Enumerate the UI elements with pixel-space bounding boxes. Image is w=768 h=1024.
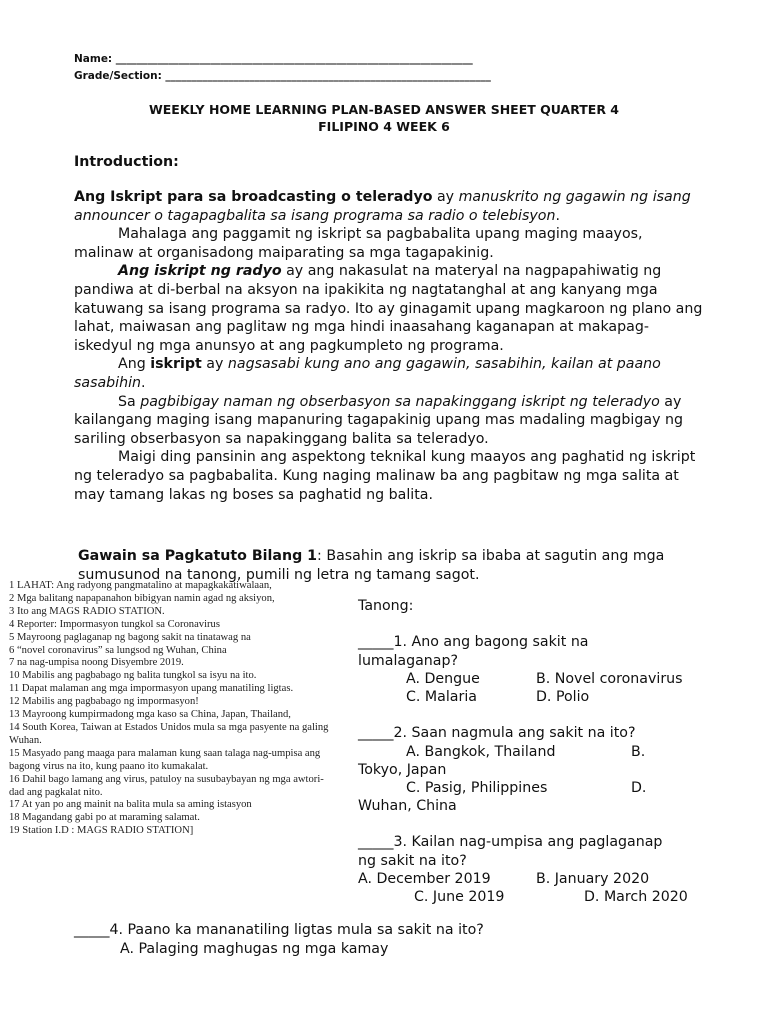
questions-heading: Tanong: bbox=[358, 598, 414, 614]
intro-text: ay bbox=[432, 189, 459, 205]
activity-instruction bbox=[78, 547, 704, 584]
intro-paragraph-6: Maigi ding pansinin ang aspektong teknikal kung maayos ang paghatid ng iskript ng teleradyo sa pagbabalita. Kung naging malinaw ba ang pagbitaw ng mga salita at may tamang lakas ng boses sa paghatid ng balita. bbox=[74, 449, 696, 503]
intro-body bbox=[74, 188, 704, 504]
script-line: 12 Mabilis ang pagbabago ng impormasyon! bbox=[9, 696, 199, 708]
question-3-cont: ng sakit na ito? bbox=[358, 852, 467, 869]
intro-text: Ang bbox=[118, 356, 151, 373]
intro-heading: Introduction: bbox=[74, 154, 179, 170]
question-4: _____4. Paano ka mananatiling ligtas mula sa sakit na ito? bbox=[74, 922, 484, 938]
name-field[interactable]: Name: ____________________________________________________________________ bbox=[74, 53, 473, 65]
script-line: 4 Reporter: Impormasyon tungkol sa Coronavirus bbox=[9, 618, 220, 630]
question-3-options-row bbox=[358, 870, 758, 888]
radio-script bbox=[0, 580, 345, 910]
intro-term: Ang iskript ng radyo bbox=[118, 263, 282, 280]
intro-text: . bbox=[141, 374, 146, 391]
script-line: 16 Dahil bago lamang ang virus, patuloy na susubaybayan ng mga awtori- bbox=[9, 773, 324, 785]
q3-option-a[interactable]: A. December 2019 bbox=[358, 870, 491, 887]
intro-text: ay kailangang maging isang mapanuring tagapakinig upang mas madaling magbigay ng sariling obserbasyon sa napakinggang balita sa teleradyo. bbox=[74, 393, 683, 447]
question-1-options-row bbox=[358, 670, 758, 688]
question-3: _____3. Kailan nag-umpisa ang paglaganap bbox=[358, 834, 663, 851]
intro-text: . bbox=[555, 207, 560, 224]
intro-paragraph-5 bbox=[74, 393, 704, 449]
q2-option-d[interactable]: Wuhan, China bbox=[358, 798, 457, 815]
script-line: Wuhan. bbox=[9, 734, 42, 746]
script-line: 19 Station I.D : MAGS RADIO STATION] bbox=[9, 825, 194, 837]
intro-term: iskript bbox=[150, 356, 202, 373]
q1-option-c[interactable]: C. Malaria bbox=[406, 688, 477, 705]
grade-section-field[interactable]: Grade/Section: ______________________________________________________________ bbox=[74, 70, 491, 82]
script-line: 11 Dapat malaman ang mga impormasyon upang manatiling ligtas. bbox=[9, 683, 294, 695]
intro-paragraph-4 bbox=[74, 355, 704, 392]
question-2: _____2. Saan nagmula ang sakit na ito? bbox=[358, 725, 636, 742]
intro-paragraph-1 bbox=[74, 188, 704, 225]
script-line: bagong virus na ito, kung paano ito kumakalat. bbox=[9, 760, 209, 772]
intro-definition: nagsasabi kung ano ang gagawin, sasabihin, kailan at paano sasabihin bbox=[74, 356, 661, 391]
intro-text: ay bbox=[201, 356, 228, 373]
script-line: 10 Mabilis ang pagbabago ng balita tungkol sa isyu na ito. bbox=[9, 670, 257, 682]
intro-text: ay ang nakasulat na materyal na nagpapahiwatig ng pandiwa at di-berbal na aksyon na ipakikita ng nagtatanghal at ang kanyang mga katuwang sa isang programa sa radyo. Ito ay ginagamit upang magkaroon ng plano ang lahat, maiwasan ang paglitaw ng mga hindi inaasahang kaganapan at makapag-iskedyul ng mga anunsyo at ang pagkumpleto ng programa. bbox=[74, 263, 703, 354]
q1-option-d[interactable]: D. Polio bbox=[536, 688, 590, 705]
script-line: 3 Ito ang MAGS RADIO STATION. bbox=[9, 605, 165, 617]
sheet-subtitle: FILIPINO 4 WEEK 6 bbox=[318, 119, 450, 134]
intro-text: Sa bbox=[118, 393, 141, 410]
question-1-cont: lumalaganap? bbox=[358, 652, 459, 669]
script-line: 6 “novel coronavirus” sa lungsod ng Wuhan, China bbox=[9, 644, 227, 656]
q1-option-b[interactable]: B. Novel coronavirus bbox=[536, 670, 683, 687]
question-2-options-row bbox=[358, 743, 758, 761]
question-1: _____1. Ano ang bagong sakit na bbox=[358, 634, 589, 651]
q2-option-b[interactable]: Tokyo, Japan bbox=[358, 761, 447, 778]
activity-label: Gawain sa Pagkatuto Bilang 1 bbox=[78, 548, 318, 564]
question-3-options-row bbox=[358, 888, 758, 906]
q2-option-c[interactable]: C. Pasig, Philippines bbox=[406, 779, 548, 796]
script-line: 14 South Korea, Taiwan at Estados Unidos mula sa mga pasyente na galing bbox=[9, 721, 329, 733]
script-line: 15 Masyado pang maaga para malaman kung saan talaga nag-umpisa ang bbox=[9, 747, 321, 759]
script-line: 5 Mayroong paglaganap ng bagong sakit na tinatawag na bbox=[9, 631, 251, 643]
script-line: 7 na nag-umpisa noong Disyembre 2019. bbox=[9, 657, 184, 669]
q2-option-a[interactable]: A. Bangkok, Thailand bbox=[406, 743, 556, 760]
questions-column bbox=[358, 597, 758, 906]
script-line: 1 LAHAT: Ang radyong pangmatalino at mapagkakatiwalaan, bbox=[9, 580, 272, 591]
q2-option-b-letter[interactable]: B. bbox=[631, 743, 646, 760]
intro-term: Ang Iskript para sa broadcasting o teleradyo bbox=[74, 189, 433, 205]
q3-option-c[interactable]: C. June 2019 bbox=[414, 889, 505, 905]
script-line: 13 Mayroong kumpirmadong mga kaso sa China, Japan, Thailand, bbox=[9, 709, 291, 721]
intro-definition: manuskrito ng gagawin ng isang announcer o tagapagbalita sa isang programa sa radio o telebisyon bbox=[74, 189, 691, 224]
intro-definition: pagbibigay naman ng obserbasyon sa napakinggang iskript ng teleradyo bbox=[140, 393, 660, 410]
q4-option-a[interactable]: A. Palaging maghugas ng mga kamay bbox=[120, 941, 389, 957]
question-2-options-row bbox=[358, 779, 758, 797]
question-1-options-row bbox=[358, 688, 758, 706]
sheet-title: WEEKLY HOME LEARNING PLAN-BASED ANSWER SHEET QUARTER 4 bbox=[148, 102, 620, 117]
script-line: 18 Magandang gabi po at maraming salamat. bbox=[9, 812, 200, 824]
script-line: 17 At yan po ang mainit na balita mula sa aming istasyon bbox=[9, 799, 252, 811]
q3-option-b[interactable]: B. January 2020 bbox=[536, 870, 650, 887]
activity-text: : Basahin ang iskrip sa ibaba at sagutin ang mga sumusunod na tanong, pumili ng letra ng tamang sagot. bbox=[78, 548, 665, 583]
intro-paragraph-3 bbox=[74, 262, 704, 355]
q3-option-d[interactable]: D. March 2020 bbox=[584, 889, 688, 905]
q2-option-d-letter[interactable]: D. bbox=[631, 779, 647, 796]
script-line: dad ang pagkalat nito. bbox=[9, 786, 103, 798]
intro-paragraph-2: Mahalaga ang paggamit ng iskript sa pagbabalita upang maging maayos, malinaw at organisadong maiparating sa mga tagapakinig. bbox=[74, 226, 643, 261]
q1-option-a[interactable]: A. Dengue bbox=[406, 670, 480, 687]
script-line: 2 Mga balitang napapanahon bibigyan namin agad ng aksiyon, bbox=[9, 592, 275, 604]
